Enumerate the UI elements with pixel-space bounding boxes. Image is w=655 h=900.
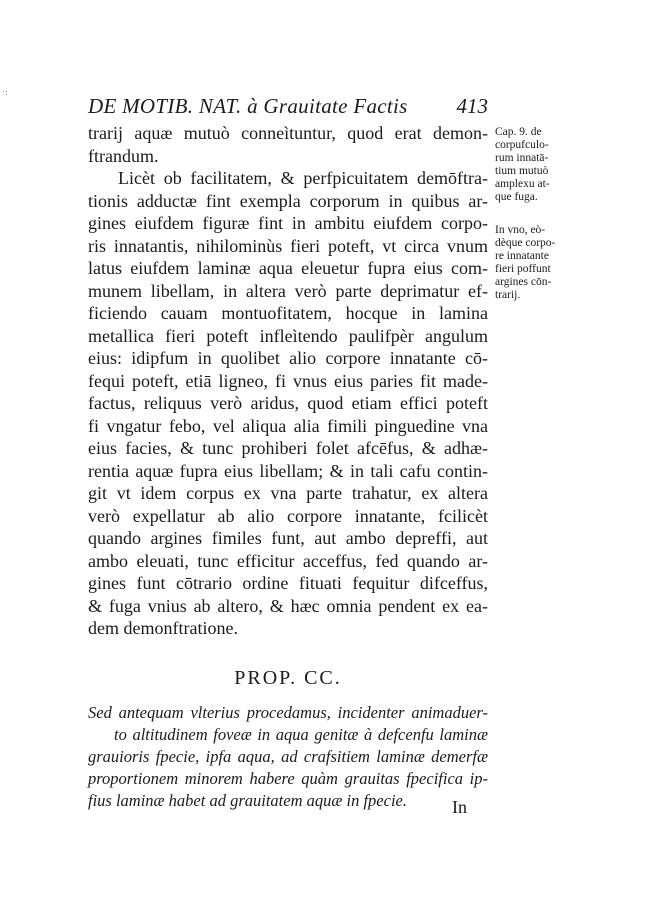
body-text (88, 122, 488, 640)
margin-note-line: que fuga. (495, 191, 538, 203)
text-line: munem libellam, in altera verò parte deprimatur ef- (88, 280, 488, 301)
proposition-text (88, 702, 488, 812)
text-line: ficiendo cauam montuofitatem, hocque in lamina (88, 303, 488, 323)
text-line: dem demonftratione. (88, 618, 238, 638)
margin-note-line: rum innatā- (495, 152, 549, 164)
text-line: rentia aquæ fupra eius libellam; & in tali cafu contin- (88, 460, 488, 481)
margin-note-line: In vno, eò- (495, 224, 546, 236)
margin-note-line: amplexu at- (495, 178, 550, 190)
page-number: 413 (456, 94, 488, 118)
text-line: ris innatantis, nihilominùs fieri poteft, vt circa vnum (88, 235, 488, 256)
margin-note (495, 224, 615, 302)
text-line: fequi poteft, etiā ligneo, fi vnus eius paries fit made- (88, 370, 488, 391)
margin-note-line: argines cōn- (495, 276, 552, 288)
margin-note (495, 126, 615, 204)
text-line: ambo eleuati, tunc efficitur acceffus, fed quando ar- (88, 550, 488, 571)
margin-note-line: tium mutuò (495, 165, 549, 177)
text-line: gines funt cōtrario ordine fituati fequitur difceffus, (88, 573, 488, 593)
text-line: latus eiufdem laminæ aqua eleuetur fupra eius com- (88, 258, 488, 278)
text-line: git vt idem corpus ex vna parte trahatur, ex altera (88, 483, 488, 503)
italic-line: Sed antequam vlterius procedamus, incidenter animaduer- (88, 703, 488, 722)
proposition-heading: PROP. CC. (234, 667, 342, 689)
margin-note-line: fieri poffunt (495, 263, 551, 275)
text-line: metallica fieri poteft infleìtendo paulifpèr angulum (88, 325, 488, 346)
italic-line: fius laminæ habet ad grauitatem aquæ in fpecie. (88, 791, 407, 810)
margin-note-line: Cap. 9. de (495, 126, 542, 138)
margin-note-line: trarij. (495, 289, 521, 301)
corner-mark: ·: (2, 88, 8, 98)
margin-note-line: corpufculo- (495, 139, 549, 151)
margin-notes (495, 126, 615, 322)
text-line: trarij aquæ mutuò conneìtuntur, quod erat demon- (88, 123, 488, 143)
text-line: & fuga vnius ab altero, & hæc omnia pendent ex ea- (88, 595, 488, 616)
margin-note-line: dèque corpo- (495, 237, 556, 249)
text-line: gines eiufdem figuræ fint in ambitu eiufdem corpo- (88, 213, 488, 233)
text-line: Licèt ob facilitatem, & perfpicuitatem demōftra- (118, 168, 488, 188)
running-head (88, 94, 488, 122)
text-line: eius facies, & tunc prohiberi folet afcēfus, & adhæ- (88, 438, 488, 458)
text-line: ftrandum. (88, 145, 159, 166)
text-line: quando argines fimiles funt, aut ambo depreffi, aut (88, 528, 488, 548)
running-title: DE MOTIB. NAT. à Grauitate Factis (88, 94, 408, 118)
text-line: eius: idipfum in quolibet alio corpore innatante cō- (88, 348, 488, 368)
italic-line: proportionem minorem habere quàm grauitas fpecifica ip- (88, 769, 488, 788)
italic-line: grauioris fpecie, ipfa aqua, ad crafsitiem laminæ demerfæ (88, 747, 488, 766)
margin-note-line: re innatante (495, 250, 549, 262)
text-line: factus, reliquus verò aridus, quod etiam effici poteft (88, 393, 488, 413)
catchword: In (452, 797, 467, 817)
text-line: verò expellatur ab alio corpore innatante, fcilicèt (88, 505, 488, 526)
text-line: fi vngatur febo, vel aliqua alia fimili pinguedine vna (88, 415, 488, 436)
italic-line: to altitudinem foveæ in aqua genitæ à defcenfu laminæ (114, 725, 488, 744)
text-line: tionis adductæ fint exempla corporum in quibus ar- (88, 190, 488, 211)
